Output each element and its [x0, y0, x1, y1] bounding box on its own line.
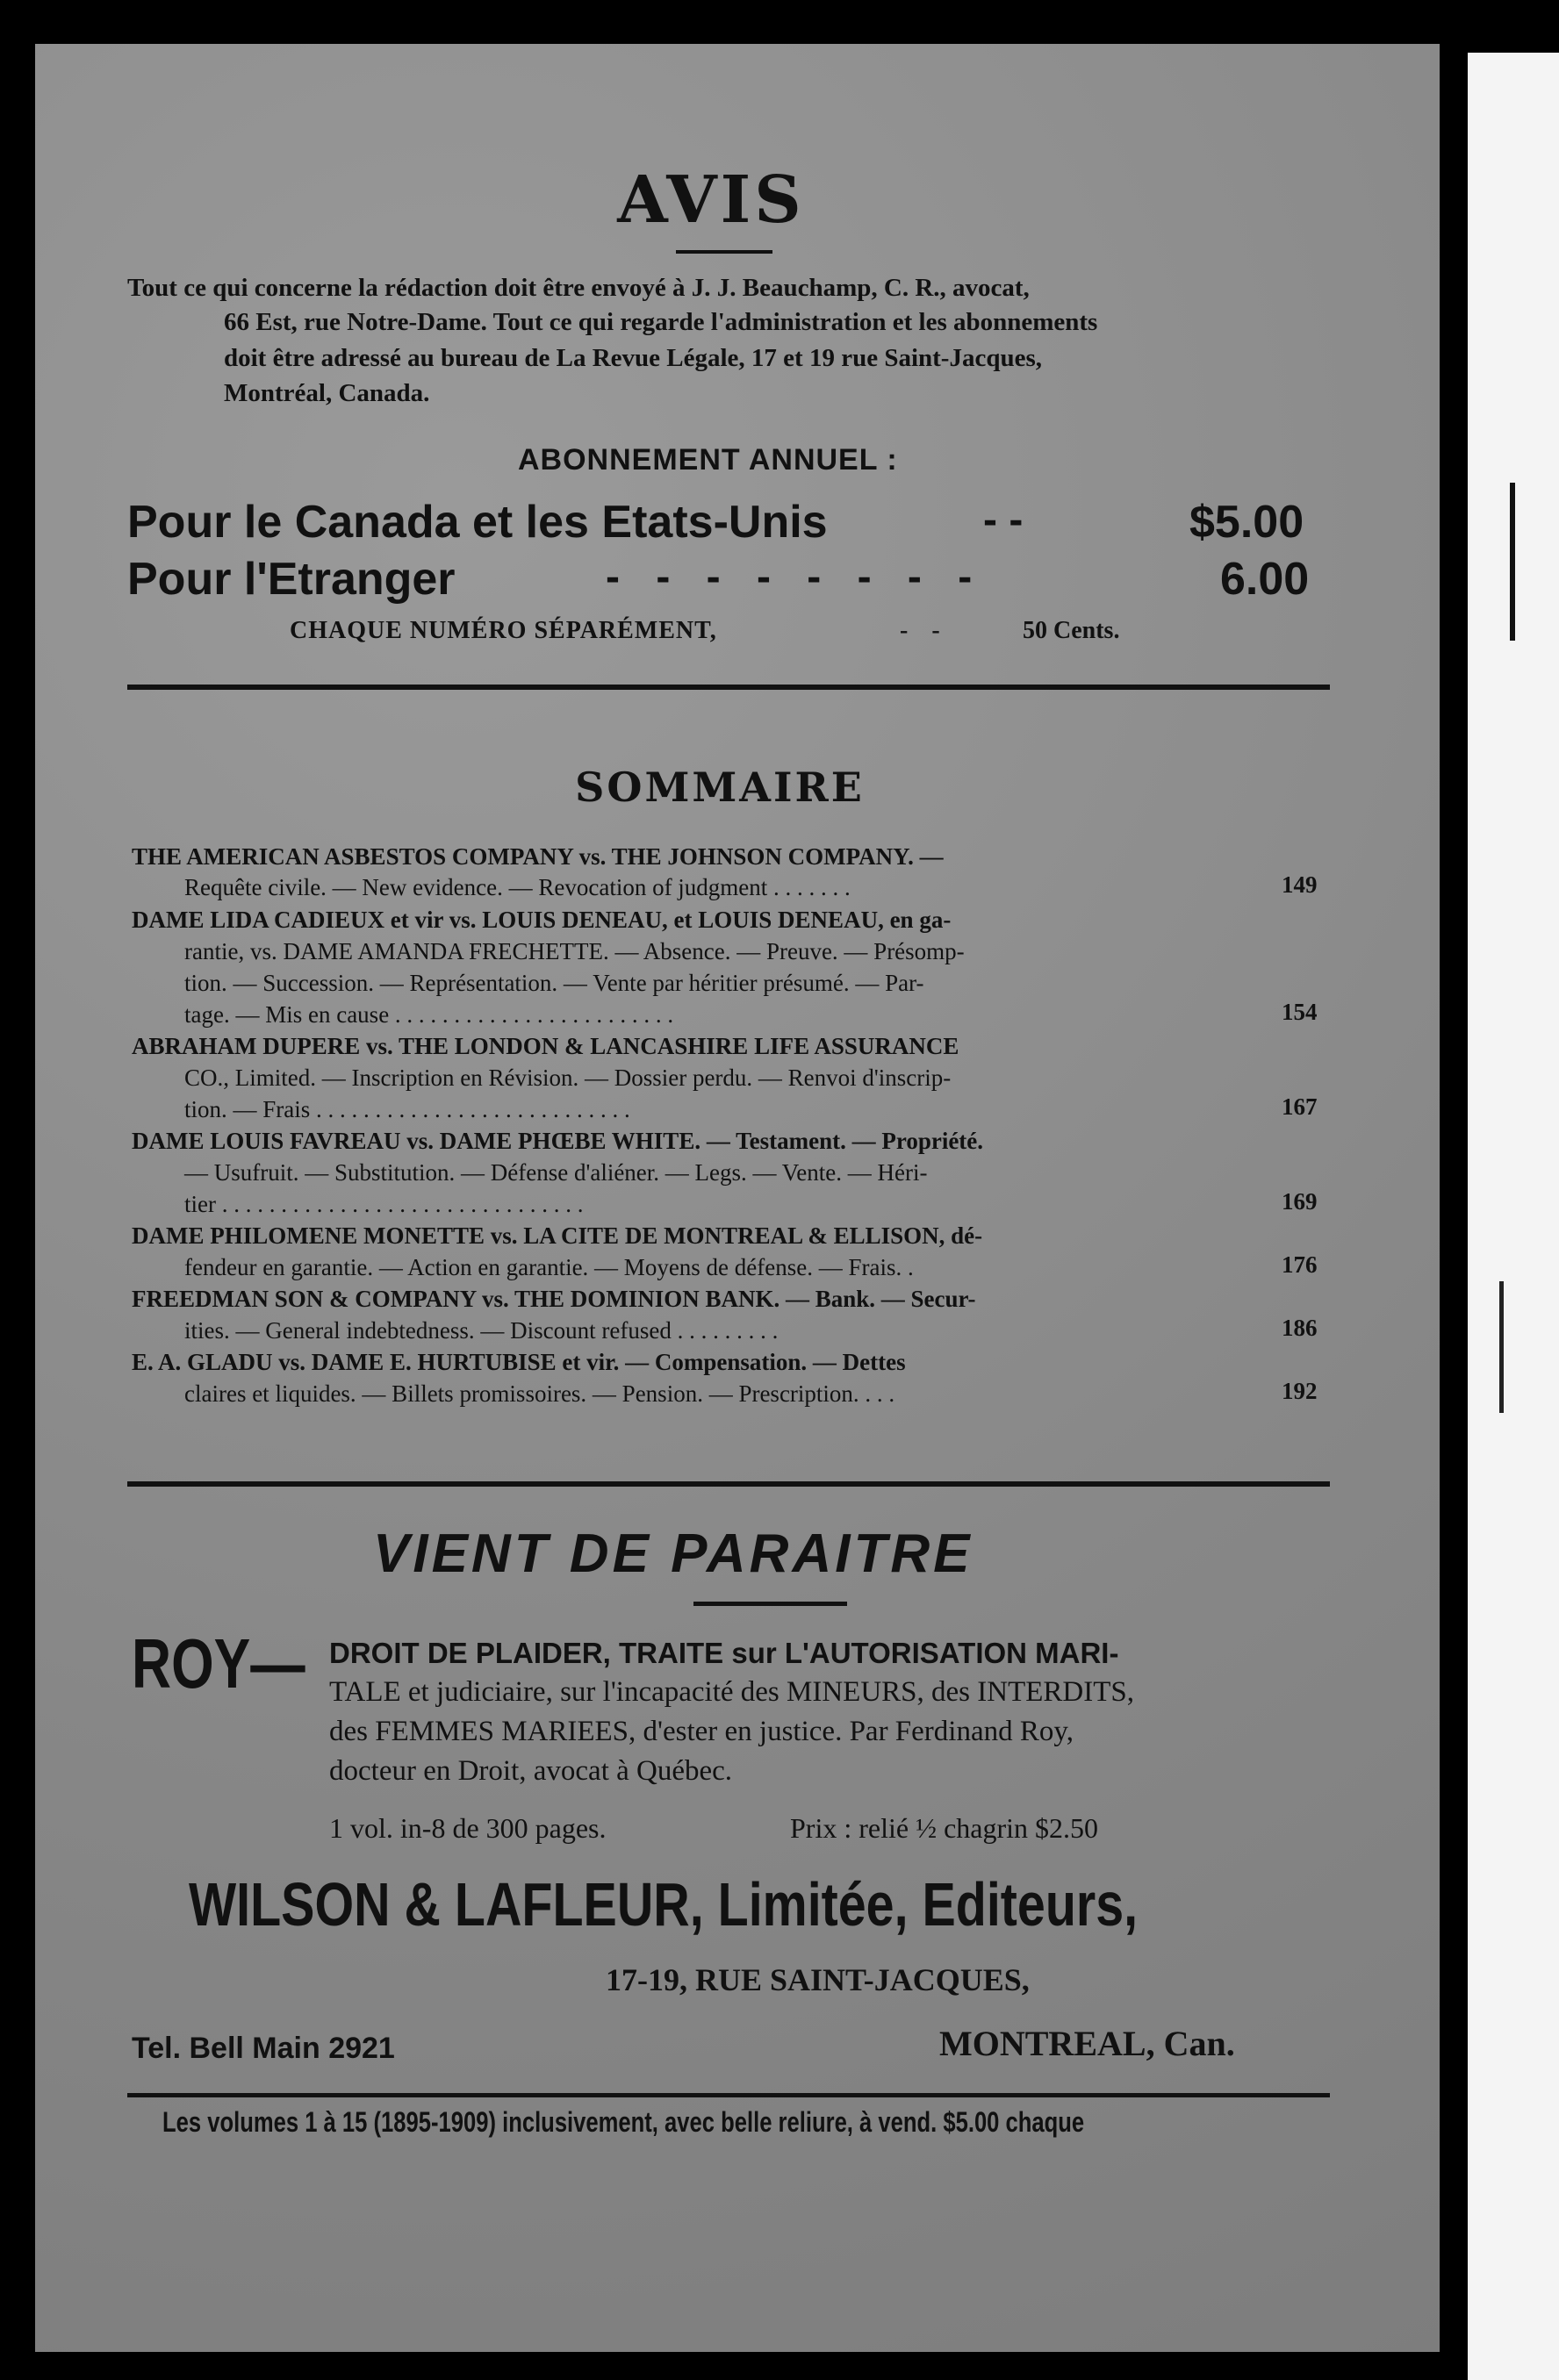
divider: [127, 685, 1330, 690]
avis-line: Montréal, Canada.: [224, 379, 430, 407]
divider: [127, 1481, 1330, 1487]
divider: [676, 250, 772, 254]
publisher-address: 17-19, RUE SAINT-JACQUES,: [606, 1962, 1030, 1997]
toc-page: 149: [1282, 871, 1318, 898]
toc-page: 154: [1282, 999, 1318, 1025]
toc-line: CO., Limited. — Inscription en Révision. — Dossier perdu. — Renvoi d'inscrip-: [184, 1065, 952, 1091]
price-dots: - - - - - - - -: [606, 554, 985, 600]
toc-page: 192: [1282, 1378, 1318, 1404]
page-edge-strip: [1468, 53, 1559, 2380]
price-dots: - -: [900, 617, 949, 644]
vient-title: VIENT DE PARAITRE: [373, 1523, 973, 1584]
toc-line: tion. — Succession. — Représentation. — Vente par héritier présumé. — Par-: [184, 970, 924, 996]
toc-page: 169: [1282, 1188, 1318, 1215]
price-label: CHAQUE NUMÉRO SÉPARÉMENT,: [290, 617, 717, 644]
toc-line: DAME PHILOMENE MONETTE vs. LA CITE DE MONTREAL & ELLISON, dé-: [132, 1222, 983, 1249]
book-volume: 1 vol. in-8 de 300 pages.: [329, 1812, 607, 1844]
toc-line: Requête civile. — New evidence. — Revocation of judgment . . . . . . .: [184, 874, 851, 900]
publisher-city: MONTREAL, Can.: [939, 2024, 1235, 2063]
toc-line: tage. — Mis en cause . . . . . . . . . . . . . . . . . . . . . . . .: [184, 1001, 674, 1028]
book-line: docteur en Droit, avocat à Québec.: [329, 1755, 733, 1787]
toc-line: FREEDMAN SON & COMPANY vs. THE DOMINION BANK. — Bank. — Secur-: [132, 1286, 976, 1312]
price-label: Pour le Canada et les Etats-Unis: [127, 497, 828, 548]
author-name: ROY—: [132, 1624, 305, 1703]
price-value: 6.00: [1220, 554, 1310, 605]
toc-line: — Usufruit. — Substitution. — Défense d'aliéner. — Legs. — Vente. — Héri-: [184, 1159, 928, 1186]
book-line: des FEMMES MARIEES, d'ester en justice. Par Ferdinand Roy,: [329, 1716, 1074, 1747]
publisher-tel: Tel. Bell Main 2921: [132, 2032, 395, 2065]
abonnement-heading: ABONNEMENT ANNUEL :: [518, 443, 898, 477]
toc-line: DAME LIDA CADIEUX et vir vs. LOUIS DENEAU, et LOUIS DENEAU, en ga-: [132, 907, 952, 933]
toc-page: 186: [1282, 1315, 1318, 1341]
toc-line: tion. — Frais . . . . . . . . . . . . . . . . . . . . . . . . . . .: [184, 1096, 630, 1122]
avis-line: doit être adressé au bureau de La Revue Légale, 17 et 19 rue Saint-Jacques,: [224, 344, 1042, 372]
toc-page: 167: [1282, 1093, 1318, 1120]
divider: [127, 2093, 1330, 2097]
price-dots: - -: [983, 497, 1024, 543]
divider: [693, 1602, 847, 1606]
toc-line: rantie, vs. DAME AMANDA FRECHETTE. — Absence. — Preuve. — Présomp-: [184, 938, 965, 964]
toc-page: 176: [1282, 1251, 1318, 1278]
footer-note: Les volumes 1 à 15 (1895-1909) inclusivement, avec belle reliure, à vend. $5.00 chaque: [162, 2106, 1085, 2138]
price-label: Pour l'Etranger: [127, 554, 456, 605]
toc-line: ities. — General indebtedness. — Discount refused . . . . . . . . .: [184, 1317, 779, 1344]
toc-line: ABRAHAM DUPERE vs. THE LONDON & LANCASHIRE LIFE ASSURANCE: [132, 1033, 959, 1059]
price-value: 50 Cents.: [1023, 617, 1120, 644]
toc-line: tier . . . . . . . . . . . . . . . . . . . . . . . . . . . . . . .: [184, 1191, 584, 1217]
toc-line: THE AMERICAN ASBESTOS COMPANY vs. THE JOHNSON COMPANY. —: [132, 843, 944, 870]
edge-mark: [1510, 483, 1515, 641]
sommaire-title: SOMMAIRE: [575, 763, 865, 811]
publisher-name: WILSON & LAFLEUR, Limitée, Editeurs,: [189, 1870, 1139, 1939]
edge-mark: [1499, 1281, 1504, 1413]
avis-line: 66 Est, rue Notre-Dame. Tout ce qui regarde l'administration et les abonnements: [224, 308, 1098, 336]
book-line: TALE et judiciaire, sur l'incapacité des MINEURS, des INTERDITS,: [329, 1676, 1134, 1708]
toc-line: E. A. GLADU vs. DAME E. HURTUBISE et vir. — Compensation. — Dettes: [132, 1349, 906, 1375]
toc-line: DAME LOUIS FAVREAU vs. DAME PHŒBE WHITE. — Testament. — Propriété.: [132, 1128, 984, 1154]
book-price: Prix : relié ½ chagrin $2.50: [790, 1812, 1099, 1844]
avis-title: AVIS: [617, 162, 805, 238]
book-line: DROIT DE PLAIDER, TRAITE sur L'AUTORISATION MARI-: [329, 1637, 1119, 1669]
avis-line: Tout ce qui concerne la rédaction doit être envoyé à J. J. Beauchamp, C. R., avocat,: [127, 274, 1030, 302]
toc-line: fendeur en garantie. — Action en garantie. — Moyens de défense. — Frais. .: [184, 1254, 914, 1280]
price-value: $5.00: [1189, 497, 1304, 548]
toc-line: claires et liquides. — Billets promissoires. — Pension. — Prescription. . . .: [184, 1380, 895, 1407]
